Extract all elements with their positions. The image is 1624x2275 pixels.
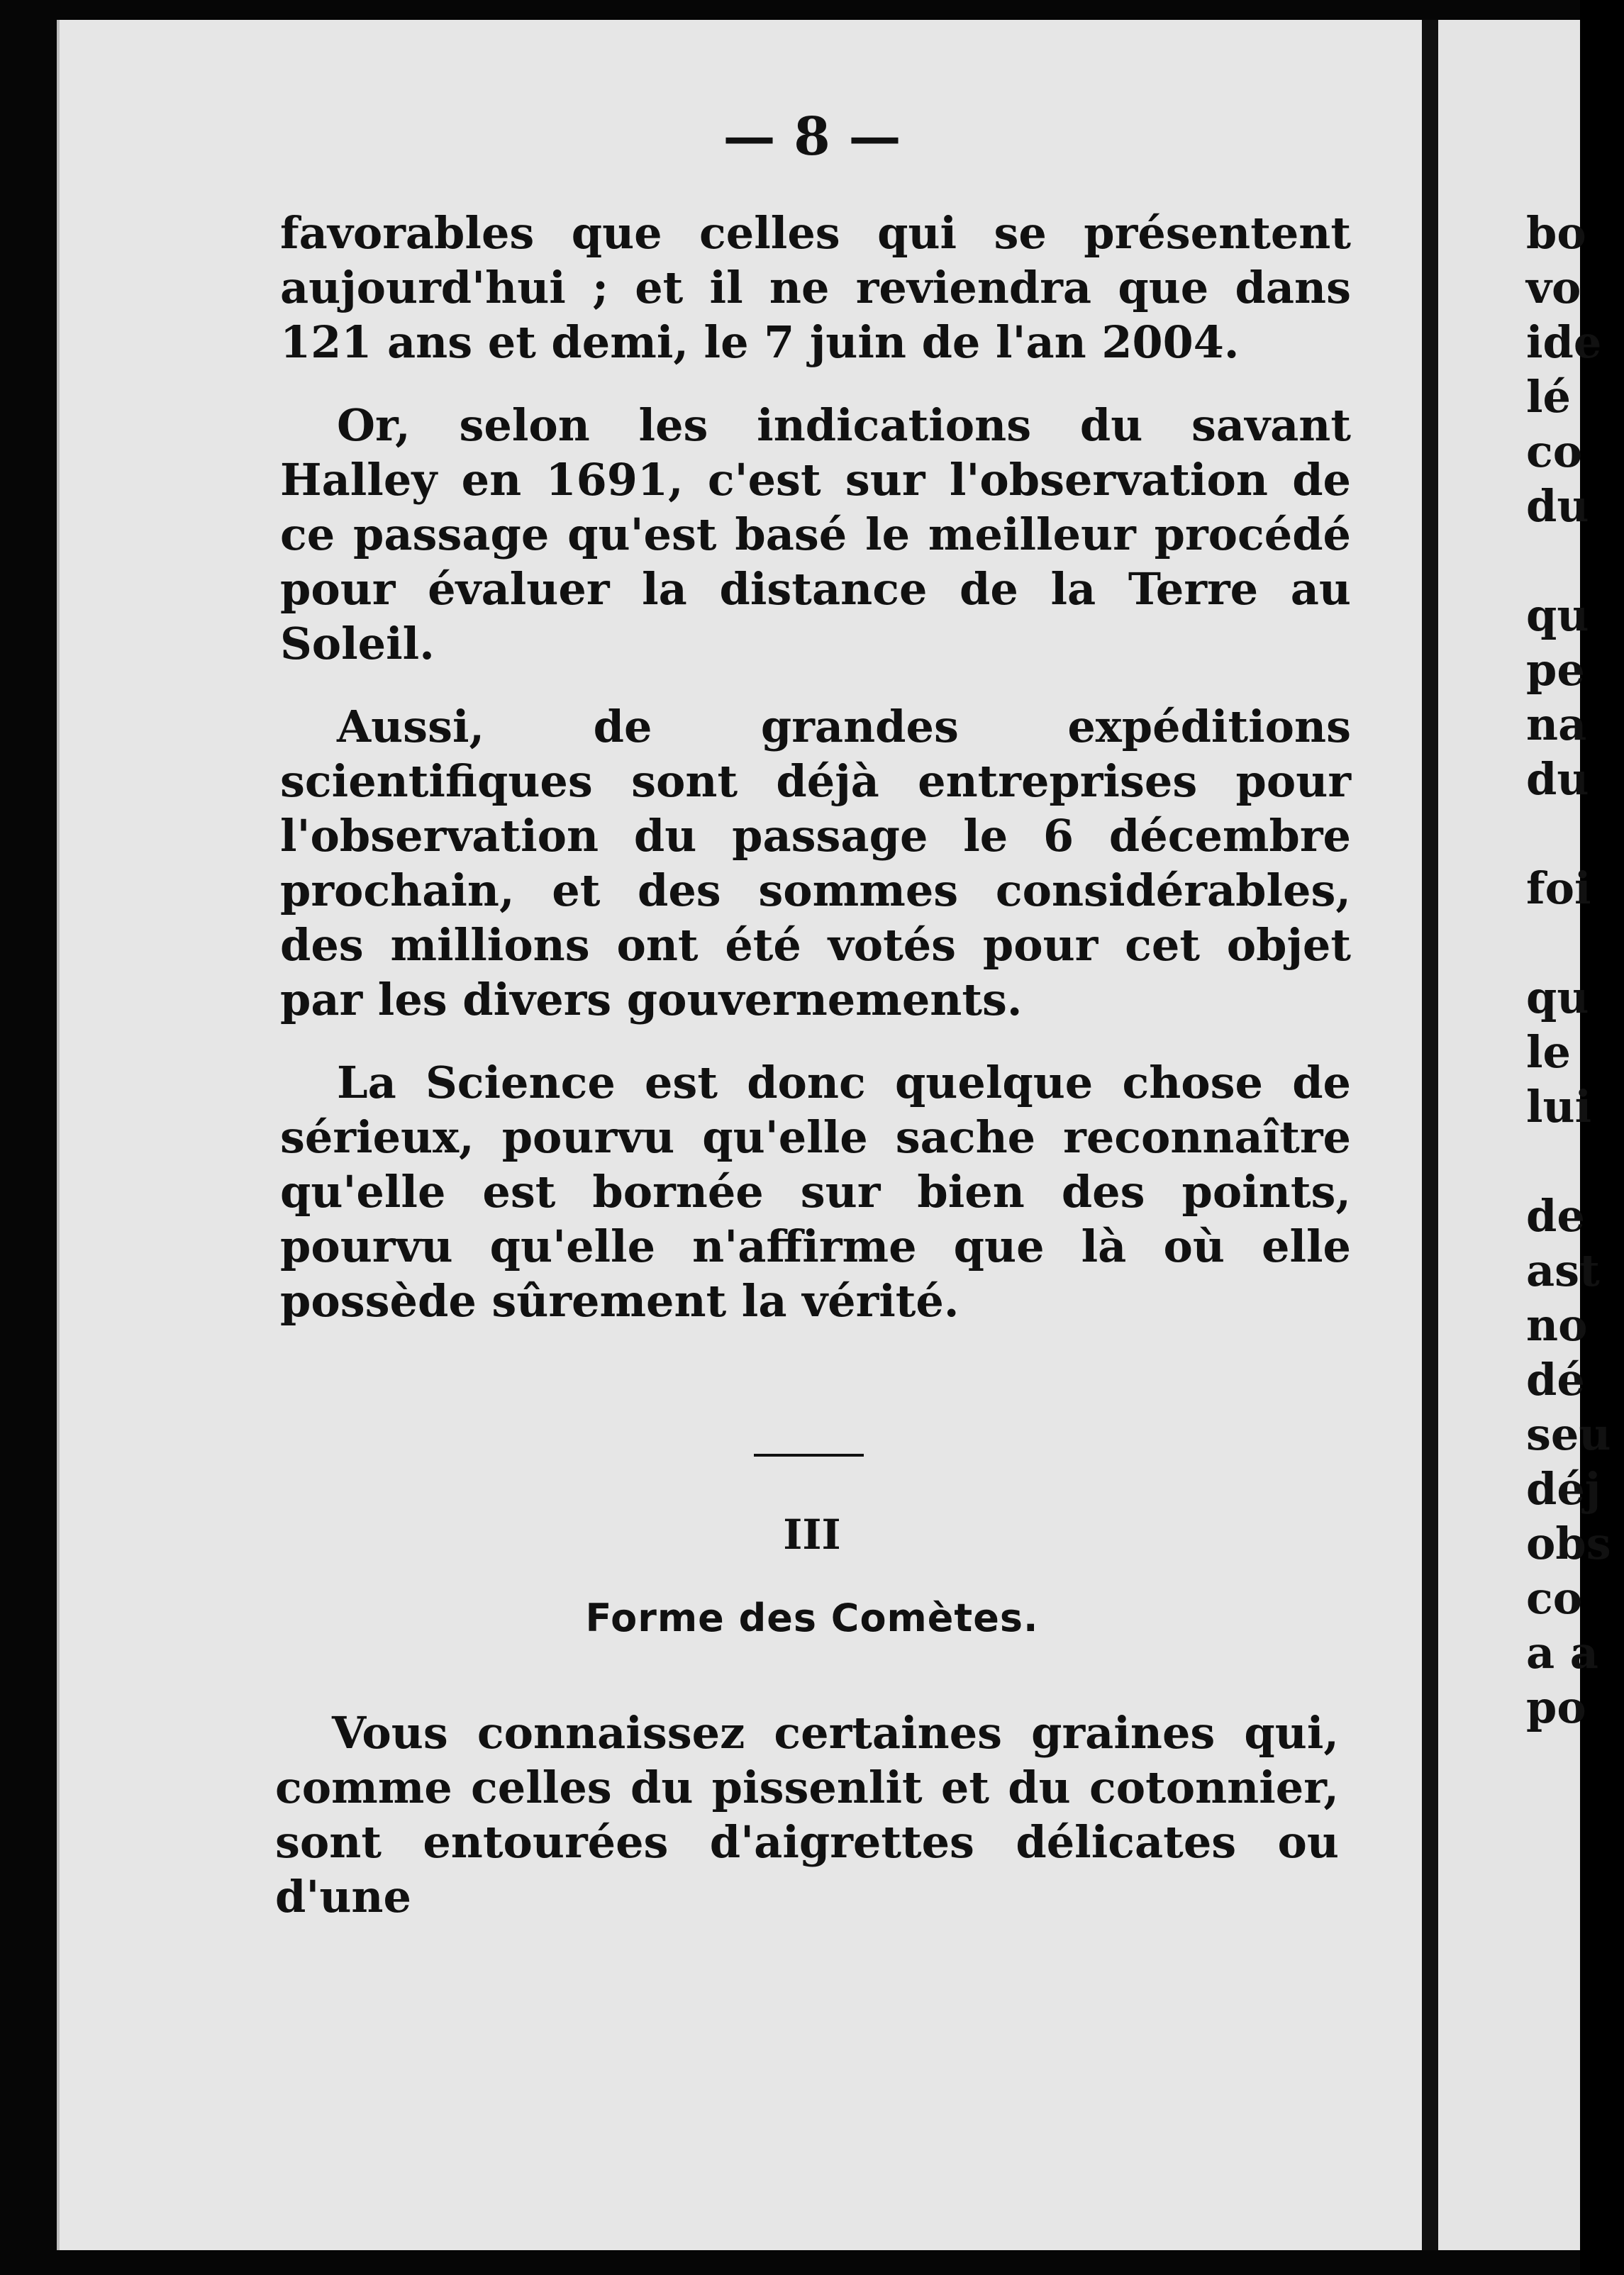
right-page-fragment: ide xyxy=(1526,316,1602,368)
book-gutter xyxy=(1422,20,1438,2250)
right-page-fragment: lui xyxy=(1526,1081,1592,1133)
right-page-fragment: no xyxy=(1526,1299,1588,1351)
right-page-fragment: dé xyxy=(1526,1354,1585,1406)
right-page-fragment: vo xyxy=(1526,262,1581,313)
right-page-fragment: seu xyxy=(1526,1408,1611,1460)
right-page-fragment: bo xyxy=(1526,207,1586,259)
paragraph: Or, selon les indications du savant Halley en 1691, c'est sur l'observation de ce passage qu'est basé le meilleur procédé pour évaluer la distance de la Terre au Soleil. xyxy=(280,399,1351,669)
right-page-fragment: déj xyxy=(1526,1463,1601,1515)
right-page-fragment: a a xyxy=(1526,1627,1598,1679)
right-page-fragment: co xyxy=(1526,1572,1583,1624)
right-page-fragment: co xyxy=(1526,425,1583,477)
right-page-fragment: qu xyxy=(1526,972,1589,1023)
right-page-fragment: pe xyxy=(1526,644,1585,696)
right-page-fragment: ast xyxy=(1526,1245,1600,1296)
section-title: Forme des Comètes. xyxy=(585,1596,1039,1640)
right-page-fragment xyxy=(1526,533,1580,588)
paragraph: La Science est donc quelque chose de sérieux, pourvu qu'elle sache reconnaître qu'elle est bornée sur bien des points, pourvu qu'elle n'affirme que là où elle possède sûrement la vérité. xyxy=(280,1057,1351,1327)
right-page-fragment: le xyxy=(1526,1026,1571,1078)
right-page-fragment: foi xyxy=(1526,862,1591,914)
page-number: — 8 — xyxy=(723,106,901,167)
right-page-fragment: qu xyxy=(1526,589,1589,641)
right-page-fragment xyxy=(1526,806,1580,861)
right-page-fragment: du xyxy=(1526,753,1589,805)
section-divider xyxy=(754,1454,864,1457)
right-page-fragment: de xyxy=(1526,1190,1585,1242)
right-page-fragment: po xyxy=(1526,1681,1586,1733)
right-page-fragment xyxy=(1526,916,1580,970)
section-body-text xyxy=(275,1706,1339,1924)
right-page-text xyxy=(1526,206,1611,1735)
paragraph: Aussi, de grandes expéditions scientifiques sont déjà entreprises pour l'observation du passage le 6 décembre prochain, et des sommes considérables, des millions ont été votés pour cet objet par les divers gouvernements. xyxy=(280,701,1351,1025)
body-text xyxy=(280,206,1351,1357)
right-page-fragment: du xyxy=(1526,480,1589,532)
right-page-fragment: obs xyxy=(1526,1518,1611,1569)
right-page-fragment: na xyxy=(1526,699,1587,750)
paragraph: Vous connaissez certaines graines qui, comme celles du pissenlit et du cotonnier, sont entourées d'aigrettes délicates ou d'une xyxy=(275,1707,1339,1923)
section-number: III xyxy=(783,1511,841,1559)
right-page-fragment xyxy=(1526,1134,1580,1189)
right-page-fragment: lé xyxy=(1526,371,1571,423)
paragraph: favorables que celles qui se présentent aujourd'hui ; et il ne reviendra que dans 121 ans et demi, le 7 juin de l'an 2004. xyxy=(280,207,1351,368)
